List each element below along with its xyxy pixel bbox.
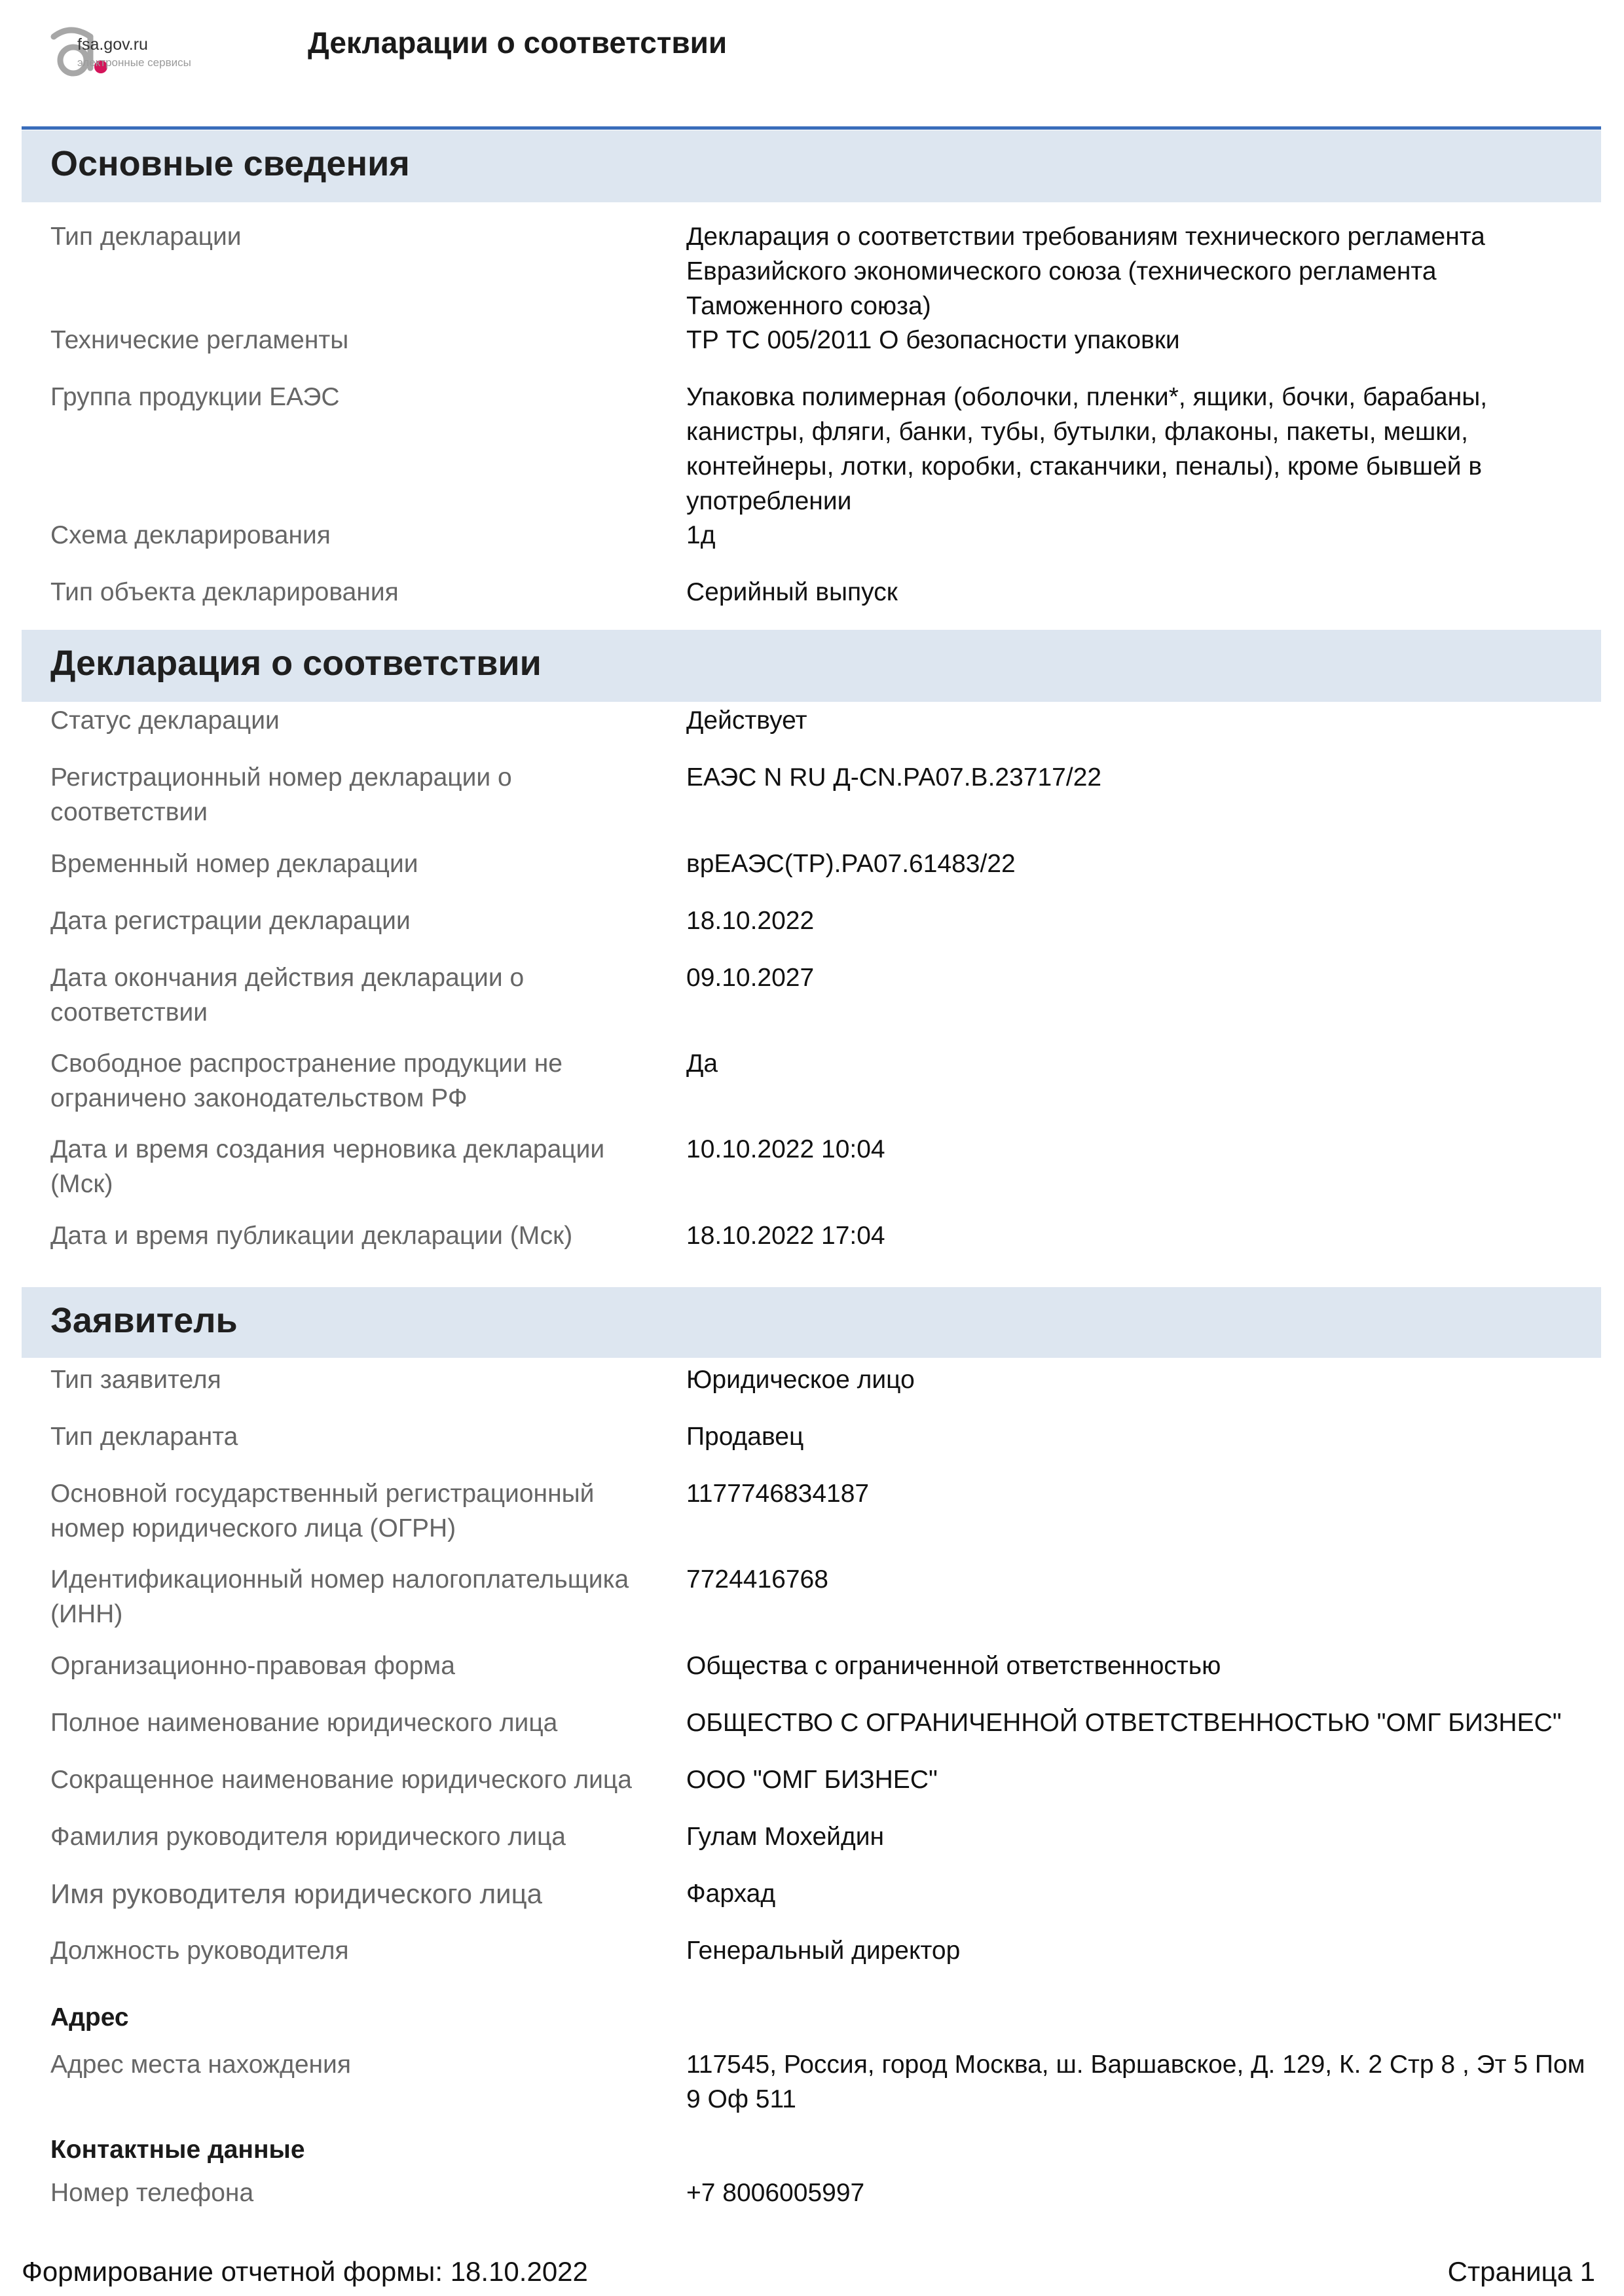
field-label-declaring-scheme: Схема декларирования (50, 521, 331, 549)
logo-subtitle: электронные сервисы (77, 56, 191, 69)
field-value-declaring-scheme: 1д (686, 521, 716, 549)
section-title-declaration: Декларация о соответствии (50, 644, 542, 683)
field-value-ogrn: 1177746834187 (686, 1480, 870, 1508)
field-label-object-type: Тип объекта декларирования (50, 578, 399, 606)
field-value-full-name: ОБЩЕСТВО С ОГРАНИЧЕННОЙ ОТВЕТСТВЕННОСТЬЮ "ОМГ БИЗНЕС" (686, 1709, 1562, 1737)
field-value-tech-regulations: ТР ТС 005/2011 О безопасности упаковки (686, 326, 1180, 354)
section-header-declaration (22, 630, 1601, 702)
field-value-short-name: ООО "ОМГ БИЗНЕС" (686, 1766, 938, 1794)
page-title: Декларации о соответствии (308, 26, 728, 60)
field-label-applicant-type: Тип заявителя (50, 1366, 221, 1394)
field-label-full-name: Полное наименование юридического лица (50, 1709, 558, 1737)
field-label-inn: Идентификационный номер налогоплательщика (ИНН) (50, 1565, 629, 1628)
field-label-head-position: Должность руководителя (50, 1937, 349, 1965)
field-label-head-surname: Фамилия руководителя юридического лица (50, 1823, 566, 1851)
field-label-address: Адрес места нахождения (50, 2050, 351, 2079)
footer-page-number: Страница 1 (1447, 2256, 1595, 2287)
field-value-declaration-type: Декларация о соответствии требованиям технического регламента Евразийского экономического союза (технического регламента Таможенного союза) (686, 223, 1485, 320)
field-label-declaration-type: Тип декларации (50, 223, 242, 251)
section-header-basic (22, 130, 1601, 202)
field-label-status: Статус декларации (50, 706, 280, 735)
field-label-registration-date: Дата регистрации декларации (50, 907, 411, 935)
field-label-registration-number: Регистрационный номер декларации о соответствии (50, 763, 512, 826)
field-value-legal-form: Общества с ограниченной ответственностью (686, 1652, 1221, 1680)
field-label-free-distribution: Свободное распространение продукции не ограничено законодательством РФ (50, 1049, 563, 1112)
field-value-published: 18.10.2022 17:04 (686, 1222, 885, 1250)
field-label-tech-regulations: Технические регламенты (50, 326, 349, 354)
section-title-applicant: Заявитель (50, 1301, 238, 1340)
field-value-inn: 7724416768 (686, 1565, 828, 1594)
field-label-short-name: Сокращенное наименование юридического лица (50, 1766, 632, 1794)
address-heading: Адрес (50, 2003, 129, 2032)
field-value-address: 117545, Россия, город Москва, ш. Варшавское, Д. 129, К. 2 Стр 8 , Эт 5 Пом 9 Оф 511 (686, 2050, 1585, 2113)
field-value-object-type: Серийный выпуск (686, 578, 898, 606)
section-title-basic: Основные сведения (50, 144, 410, 183)
field-value-applicant-type: Юридическое лицо (686, 1366, 915, 1394)
field-value-head-position: Генеральный директор (686, 1937, 961, 1965)
field-label-ogrn: Основной государственный регистрационный номер юридического лица (ОГРН) (50, 1480, 595, 1542)
field-value-status: Действует (686, 706, 807, 735)
logo-domain: fsa.gov.ru (77, 35, 148, 54)
field-value-head-surname: Гулам Мохейдин (686, 1823, 885, 1851)
section-header-applicant (22, 1287, 1601, 1358)
contacts-heading: Контактные данные (50, 2136, 305, 2164)
field-label-declarant-type: Тип декларанта (50, 1423, 238, 1451)
footer-generated-date: Формирование отчетной формы: 18.10.2022 (22, 2256, 588, 2287)
field-value-temporary-number: врЕАЭС(ТР).РА07.61483/22 (686, 850, 1016, 878)
field-value-declarant-type: Продавец (686, 1423, 804, 1451)
field-value-phone: +7 8006005997 (686, 2179, 865, 2207)
field-label-published: Дата и время публикации декларации (Мск) (50, 1222, 573, 1250)
field-value-registration-date: 18.10.2022 (686, 907, 815, 935)
field-value-free-distribution: Да (686, 1049, 718, 1078)
field-value-expiry-date: 09.10.2027 (686, 964, 815, 992)
header-divider (22, 126, 1601, 130)
field-value-registration-number: ЕАЭС N RU Д-CN.РА07.В.23717/22 (686, 763, 1102, 792)
field-label-phone: Номер телефона (50, 2179, 254, 2207)
field-label-draft-created: Дата и время создания черновика декларации (Мск) (50, 1135, 605, 1198)
field-label-product-group: Группа продукции ЕАЭС (50, 383, 340, 411)
field-value-draft-created: 10.10.2022 10:04 (686, 1135, 885, 1163)
field-label-temporary-number: Временный номер декларации (50, 850, 418, 878)
page-header (0, 0, 1624, 131)
field-label-legal-form: Организационно-правовая форма (50, 1652, 455, 1680)
field-label-expiry-date: Дата окончания действия декларации о соответствии (50, 964, 525, 1027)
field-value-product-group: Упаковка полимерная (оболочки, пленки*, ящики, бочки, барабаны, канистры, фляги, банки, тубы, бутылки, флаконы, пакеты, мешки, контейнеры, лотки, коробки, стаканчики, пеналы), кроме бывшей в употреблении (686, 383, 1488, 515)
field-label-head-name: Имя руководителя юридического лица (50, 1878, 542, 1909)
field-value-head-name: Фархад (686, 1880, 776, 1908)
